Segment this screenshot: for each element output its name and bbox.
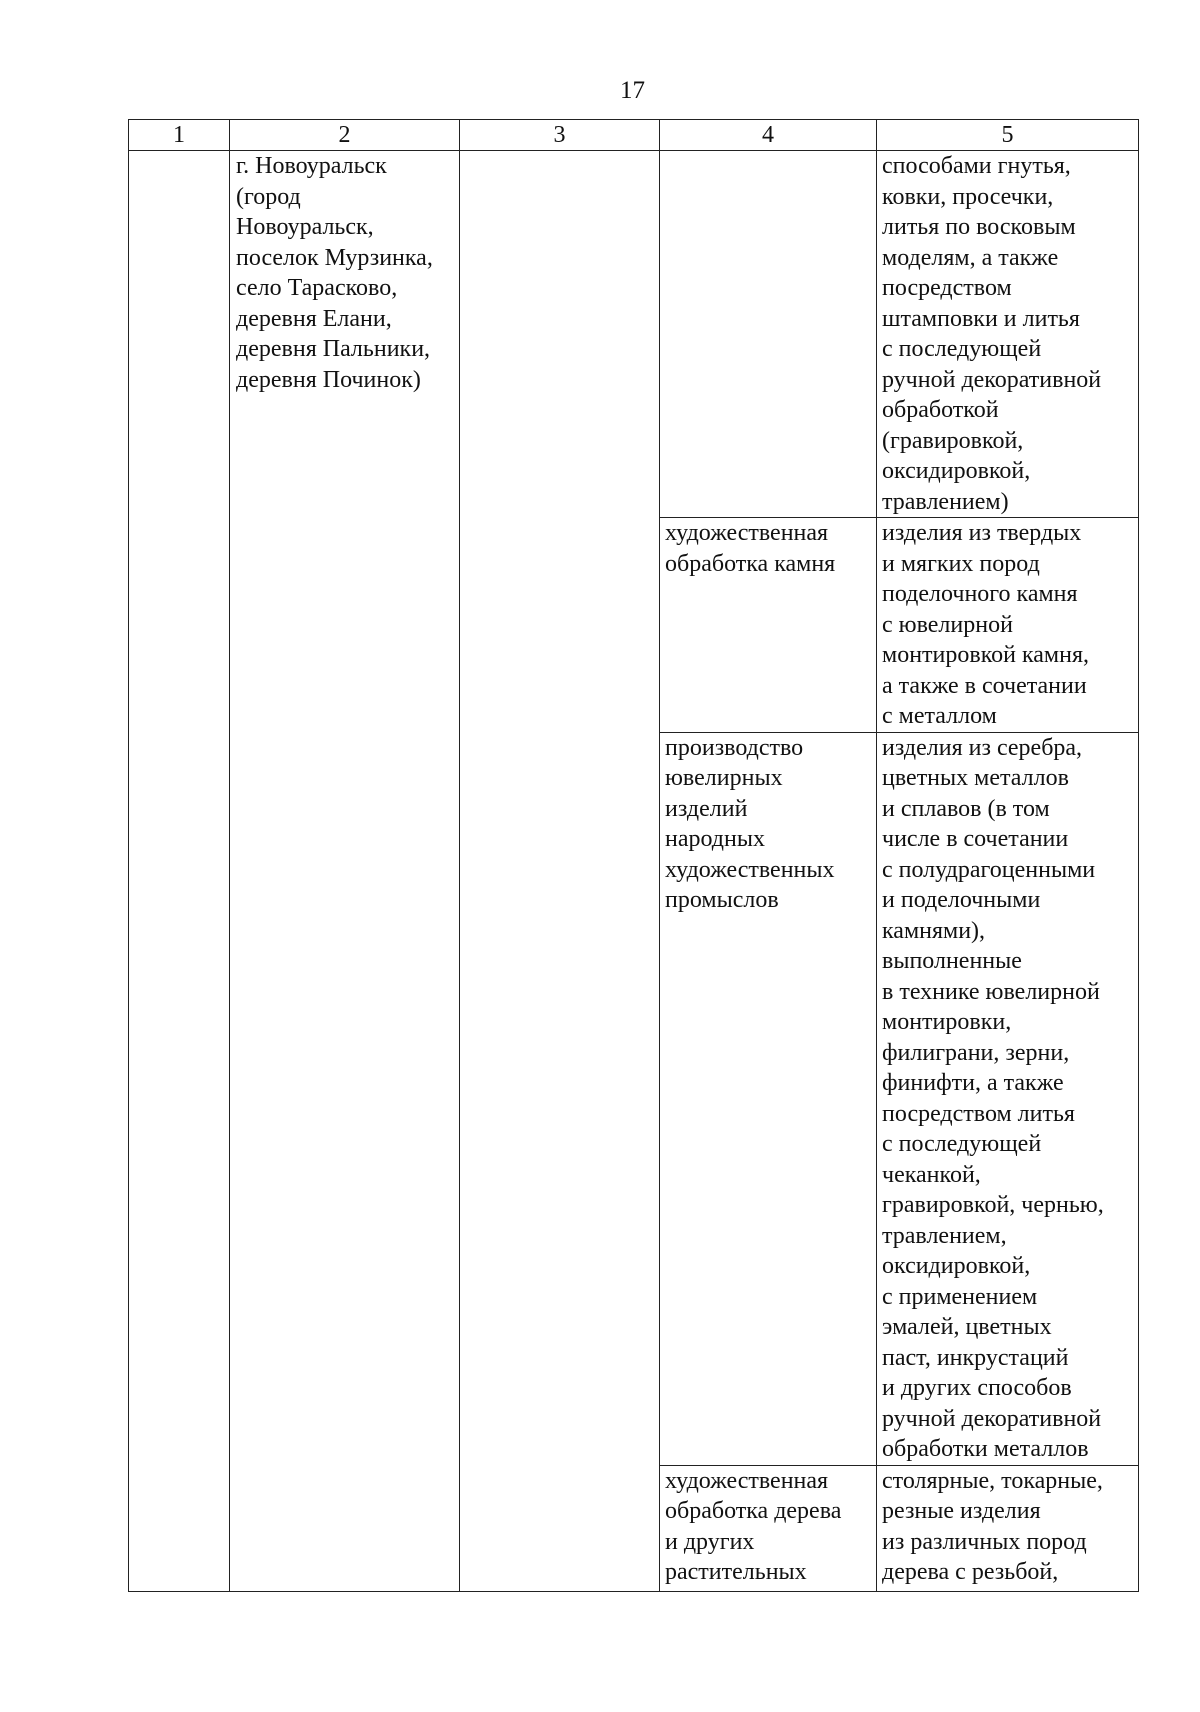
products-cell: столярные, токарные, резные изделия из различных пород дерева с резьбой, (877, 1465, 1139, 1591)
column-header-2: 2 (230, 120, 460, 151)
column-header-1: 1 (129, 120, 230, 151)
column-header-5: 5 (877, 120, 1139, 151)
craft-cell: художественная обработка камня (660, 518, 877, 733)
row-number-cell (129, 151, 230, 1592)
page-number: 17 (620, 77, 645, 104)
column-header-4: 4 (660, 120, 877, 151)
craft-cell (660, 151, 877, 518)
column-3-cell (460, 151, 660, 1592)
products-cell: изделия из серебра, цветных металлов и сплавов (в том числе в сочетании с полудрагоценными и поделочными камнями), выполненные в технике ювелирной монтировки, филиграни, зерни, финифти, а также посредством литья с последующей чеканкой, гравировкой, чернью, травлением, оксидировкой, с применением эмалей, цветных паст, инкрустаций и других способов ручной декоративной обработки металлов (877, 732, 1139, 1465)
products-cell: способами гнутья, ковки, просечки, литья по восковым моделям, а также посредством штамповки и литья с последующей ручной декоративной обработкой (гравировкой, оксидировкой, травлением) (877, 151, 1139, 518)
craft-cell: художественная обработка дерева и других растительных (660, 1465, 877, 1591)
column-header-3: 3 (460, 120, 660, 151)
table-header-row (129, 120, 1139, 151)
craft-cell: производство ювелирных изделий народных художественных промыслов (660, 732, 877, 1465)
products-cell: изделия из твердых и мягких пород поделочного камня с ювелирной монтировкой камня, а также в сочетании с металлом (877, 518, 1139, 733)
table-row (129, 151, 1139, 518)
crafts-table (128, 119, 1139, 1592)
locality-cell: г. Новоуральск (город Новоуральск, поселок Мурзинка, село Тарасково, деревня Елани, деревня Пальники, деревня Починок) (230, 151, 460, 1592)
